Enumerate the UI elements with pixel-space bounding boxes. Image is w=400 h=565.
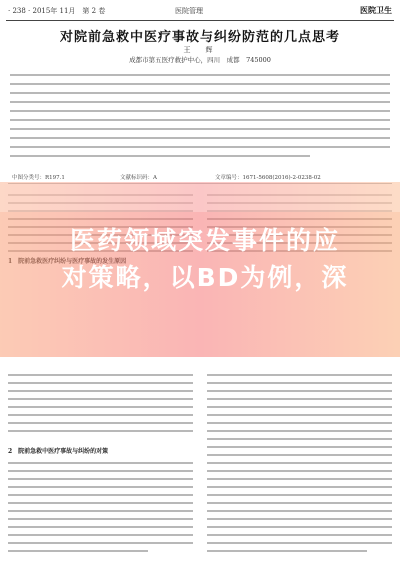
body-line: [8, 430, 193, 432]
body-line: [207, 478, 392, 480]
body-line: [207, 390, 392, 392]
body-line: [207, 430, 392, 432]
body-line: [207, 438, 392, 440]
section-heading-2: 2 院前急救中医疗事故与纠纷的对策: [8, 448, 109, 455]
body-line: [8, 406, 193, 408]
body-line: [207, 526, 392, 528]
journal-name: 医院卫生: [360, 5, 392, 15]
body-line: [8, 518, 193, 520]
article-affiliation: 成都市第五医疗救护中心，四川 成都 745000: [129, 56, 271, 64]
body-line: [207, 534, 392, 536]
abstract-line: [10, 128, 390, 130]
body-line: [207, 518, 392, 520]
body-line: [8, 470, 193, 472]
overlay-text-line-1: 医药领域突发事件的应: [69, 226, 340, 255]
article-title: 对院前急救中医疗事故与纠纷防范的几点思考: [59, 30, 340, 45]
issue-info: · 238 · 2015年 11月 第 2 卷: [8, 7, 106, 15]
body-line: [8, 534, 193, 536]
abstract-line: [10, 83, 390, 85]
article-number: 文章编号：1671-5608(2016)-2-0238-02: [215, 175, 321, 181]
body-line: [8, 422, 193, 424]
body-line: [8, 494, 193, 496]
body-line: [8, 486, 193, 488]
body-line: [207, 510, 392, 512]
body-line: [8, 526, 193, 528]
body-line: [8, 462, 193, 464]
abstract-line: [10, 92, 390, 94]
abstract-line: [10, 146, 390, 148]
body-line: [207, 454, 392, 456]
body-line: [207, 374, 392, 376]
abstract-line: [10, 101, 390, 103]
body-line: [8, 390, 193, 392]
document-code: 文献标识码：A: [120, 175, 157, 181]
body-line: [8, 550, 148, 552]
abstract-line: [10, 119, 390, 121]
body-line: [8, 478, 193, 480]
section-name: 医院管理: [175, 7, 203, 15]
abstract-line: [10, 155, 310, 157]
body-line: [8, 510, 193, 512]
body-line: [207, 502, 392, 504]
body-line: [207, 382, 392, 384]
body-line: [8, 398, 193, 400]
article-author: 王 辉: [183, 46, 217, 54]
abstract-line: [10, 137, 390, 139]
body-line: [8, 414, 193, 416]
body-line: [8, 374, 193, 376]
body-line: [207, 446, 392, 448]
clc-number: 中图分类号：R197.1: [12, 175, 65, 181]
body-line: [207, 542, 392, 544]
body-line: [207, 398, 392, 400]
body-line: [207, 422, 392, 424]
abstract-line: [10, 110, 390, 112]
body-line: [8, 502, 193, 504]
body-line: [207, 406, 392, 408]
abstract-line: [10, 74, 390, 76]
header-rule: [6, 20, 394, 21]
body-line: [207, 462, 392, 464]
page-header: [0, 0, 400, 20]
body-line: [8, 542, 193, 544]
overlay-text-line-2: 对策略，以BD为例，深: [61, 263, 349, 292]
body-line: [207, 414, 392, 416]
body-line: [207, 494, 392, 496]
body-line: [207, 486, 392, 488]
body-line: [207, 470, 392, 472]
body-line: [8, 382, 193, 384]
overlay-band: [0, 182, 400, 212]
body-line: [207, 550, 367, 552]
